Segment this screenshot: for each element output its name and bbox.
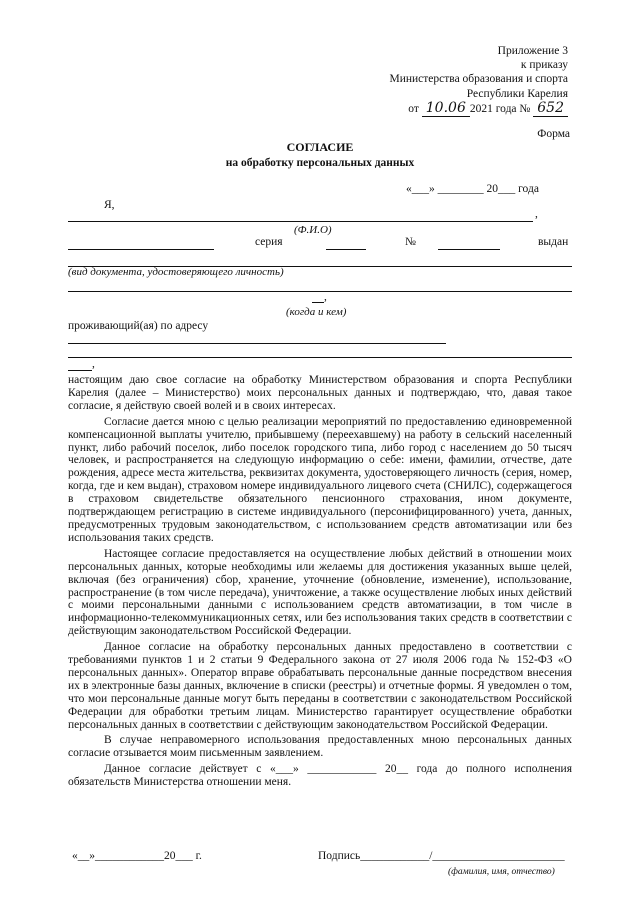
date-line: «___» ________ 20___ года [406,183,539,195]
issued-label: выдан [538,236,569,248]
paragraph: Данное согласие действует с «___» ____________ 20__ года до полного исполнения обязательств Министерства отношении меня. [68,763,572,789]
order-date-handwritten: 10.06 [422,100,470,117]
paragraph: настоящим даю свое согласие на обработку Министерством образования и спорта Республики Карелия (далее – Министерство) моих персональных данных и подтверждаю, что, давая такое согласие, я действую своей волей и в своих интересах. [68,374,572,412]
document-title: СОГЛАСИЕ [286,140,354,154]
series-label: серия [255,236,283,248]
number-line[interactable] [438,249,500,250]
paragraph: Данное согласие на обработку персональных данных предоставлено в соответствии с требованиями пунктов 1 и 2 статьи 9 Федерального закона от 27 июля 2006 года № 152-ФЗ «О персональных данных». Оператор вправе обрабатывать персональные данные посредством внесения их в электронные базы данных, включение в списки (реестры) и отчетные формы. Я уведомлен о том, что мои персональные данные могут быть переданы в соответствии с законодательством Российской Федерации для обработки третьим лицам. Министерство гарантирует осуществление обработки персональных данных в соответствии с действующим законодательством Российской Федерации. [68,641,572,731]
order-date-line [389,101,568,116]
address-line-1[interactable] [68,343,446,344]
appendix-line: Республики Карелия [466,87,568,100]
form-label: Форма [537,128,570,140]
fio-caption: (Ф.И.О) [294,224,332,236]
signature-field[interactable]: Подпись____________/_______________________ [318,850,565,862]
paragraph: В случае неправомерного использования предоставленных мною персональных данных согласие отзывается моим письменным заявлением. [68,734,572,760]
order-from-label: от [408,102,419,115]
order-number-handwritten: 652 [533,100,568,117]
address-line-3[interactable] [68,370,92,371]
order-year-text: 2021 года № [469,102,531,115]
appendix-line: Министерства образования и спорта [389,73,568,86]
appendix-header [389,44,568,116]
ya-label: Я, [104,199,115,211]
paragraph: Согласие дается мною с целью реализации мероприятий по предоставлению единовременной компенсационной выплаты учителю, прибывшему (переехавшему) на работу в сельский населенный пункт, либо рабочий поселок, либо поселок городского типа, либо город с населением до 50 тысяч человек, и распространяется на следующую информацию о себе: имени, фамилии, отчестве, дате рождения, адресе места жительства, реквизитах документа, удостоверяющего личность (серия, номер, когда, где и кем выдан), страховом номере индивидуального лицевого счета (СНИЛС), содержащегося в страховом свидетельстве обязательного пенсионного страхования, ином документе, подтверждающем регистрацию в системе индивидуального (персонифицированного) учета, данных, предусмотренных трудовым законодательством, с использованием средств автоматизации или без использования таких средств. [68,415,572,544]
document-caption: (вид документа, удостоверяющего личность) [68,266,284,278]
appendix-line: Приложение 3 [497,45,568,57]
paragraph: Настоящее согласие предоставляется на осуществление любых действий в отношении моих персональных данных, которые необходимы или желаемы для достижения указанных выше целей, включая (без ограничения) сбор, хранение, уточнение (обновление, изменение), использование, распространение (в том числе передача), уничтожение, а также осуществление любых иных действий с моими персональными данными с использованием средств автоматизации, в том числе в информационно-телекоммуникационных сетях, или без использования таких средств в соответствии с действующим законодательством Российской Федерации. [68,547,572,638]
appendix-line: к приказу [520,59,568,72]
signature-caption: (фамилия, имя, отчество) [448,867,555,877]
signature-date[interactable]: «__»____________20___ г. [72,850,202,862]
address-label: проживающий(ая) по адресу [68,320,209,332]
fio-line[interactable] [68,221,533,222]
consent-body [68,374,572,789]
series-line[interactable] [326,249,366,250]
number-label: № [405,236,416,248]
issued-by-caption: (когда и кем) [286,306,347,318]
address-line-2[interactable] [68,357,572,358]
issued-by-comma: , [324,291,327,303]
document-type-line[interactable] [68,249,214,250]
issued-by-line[interactable] [68,291,572,292]
issued-by-short-line[interactable] [312,302,324,303]
address-comma: , [92,358,95,370]
fio-comma: , [535,208,538,220]
document-subtitle: на обработку персональных данных [225,157,415,169]
